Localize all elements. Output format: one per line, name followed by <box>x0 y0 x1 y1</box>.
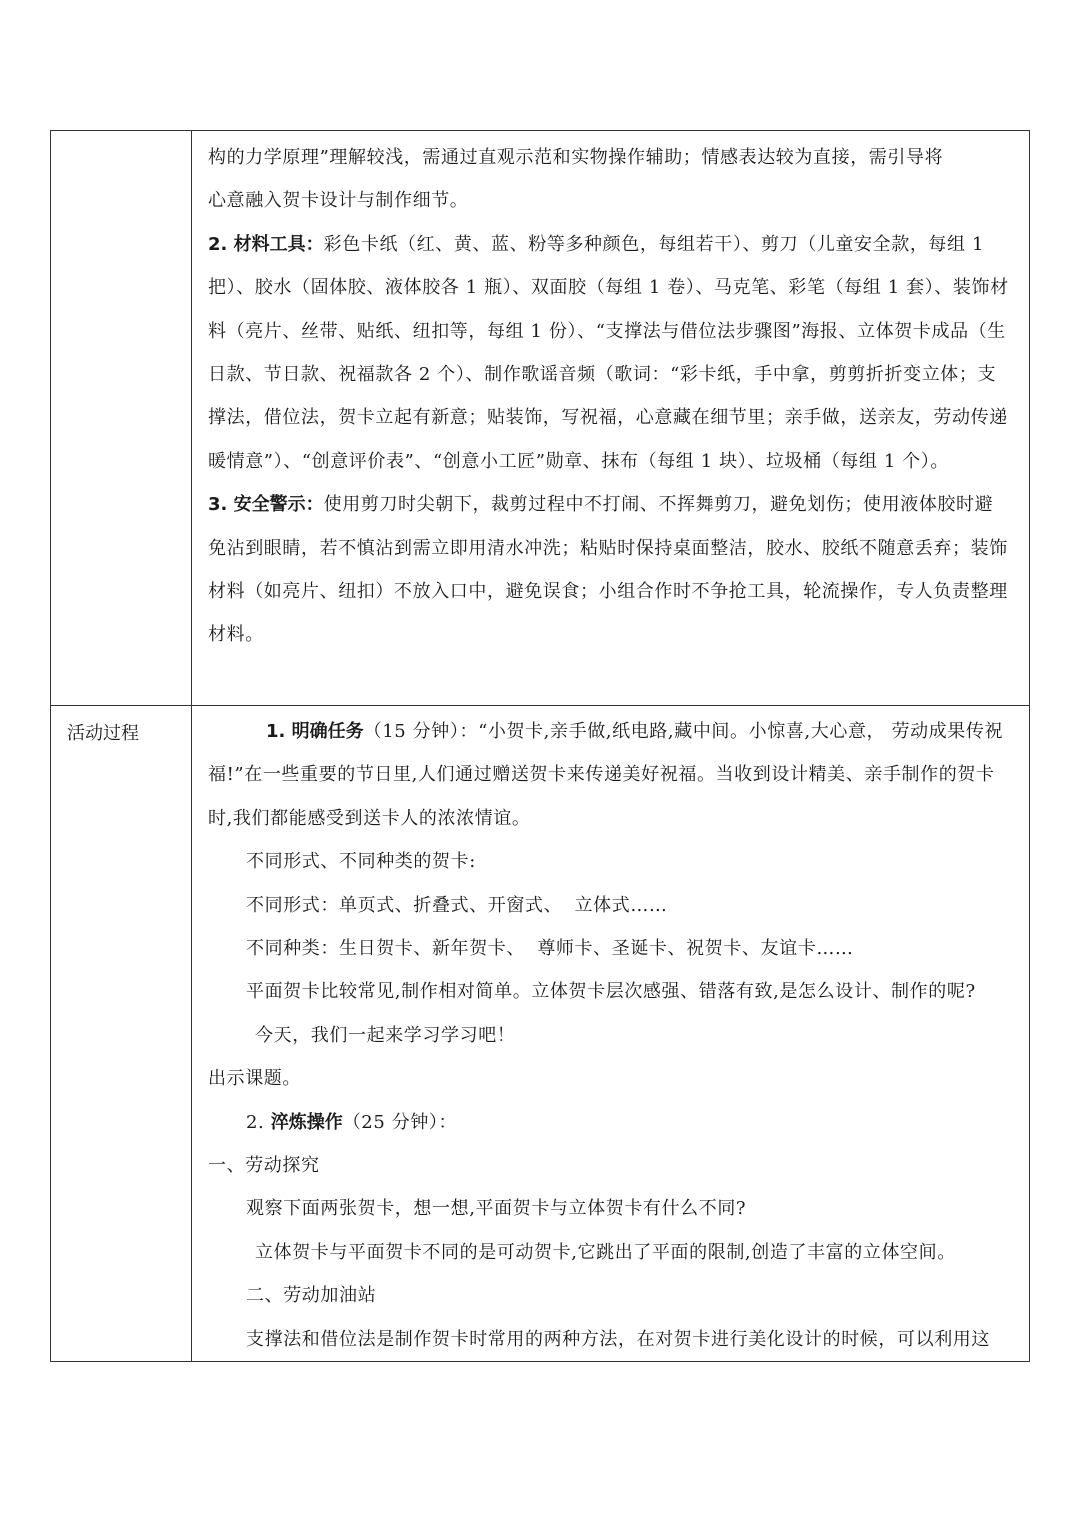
row-label: 活动过程 <box>67 723 139 744</box>
lesson-plan-table <box>50 130 1030 1362</box>
materials-text: 彩色卡纸（红、黄、蓝、粉等多种颜色，每组若干）、剪刀（儿童安全款，每组 1 把）、胶水（固体胶、液体胶各 1 瓶）、双面胶（每组 1 卷）、马克笔、彩笔（每组 1 套）、装饰材料（亮片、丝带、贴纸、纽扣等，每组 1 份）、“支撑法与借位法步骤图”海报、立体贺卡成品（生日款、节日款、祝福款各 2 个）、制作歌谣音频（歌词：“彩卡纸，手中拿，剪剪折折变立体；支撑法，借位法，贺卡立起有新意；贴装饰，写祝福，心意藏在细节里；亲手做，送亲友，劳动传递暖情意”）、“创意评价表”、“创意小工匠”勋章、抹布（每组 1 块）、垃圾桶（每组 1 个）。 <box>208 233 1009 472</box>
intro-line-1: 构的力学原理”理解较浅，需通过直观示范和实物操作辅助；情感表达较为直接，需引导将 <box>208 147 944 168</box>
intro-line-2: 心意融入贺卡设计与制作细节。 <box>208 190 469 212</box>
task-paragraph <box>208 710 1011 840</box>
row-content-cell <box>192 706 1030 1362</box>
station-heading: 二、劳动加油站 <box>246 1285 377 1307</box>
answer-line: 立体贺卡与平面贺卡不同的是可动贺卡,它跳出了平面的限制,创造了丰富的立体空间。 <box>255 1241 956 1263</box>
explore-heading: 一、劳动探究 <box>208 1155 320 1177</box>
materials-heading: 2. 材料工具： <box>208 233 324 255</box>
row-content-cell <box>192 131 1030 706</box>
table-row-preparation <box>51 131 1030 706</box>
practice-number: 2. <box>246 1111 265 1133</box>
table-row-activity-process <box>51 706 1030 1362</box>
topic-line: 出示课题。 <box>208 1068 301 1090</box>
practice-heading: 淬炼操作 <box>270 1111 343 1133</box>
forms-line: 不同形式：单页式、折叠式、开窗式、 立体式…… <box>246 894 668 916</box>
kinds-line: 不同种类：生日贺卡、新年贺卡、 尊师卡、圣诞卡、祝贺卡、友谊卡…… <box>246 938 854 960</box>
row-label-cell <box>51 131 192 706</box>
forms-intro: 不同形式、不同种类的贺卡: <box>246 851 476 873</box>
safety-paragraph <box>208 483 1011 657</box>
materials-paragraph <box>208 223 1011 483</box>
row-label-cell <box>51 706 192 1362</box>
task-heading: 1. 明确任务 <box>266 721 364 742</box>
practice-time: （25 分钟）： <box>342 1111 458 1133</box>
safety-text: 使用剪刀时尖朝下，裁剪过程中不打闹、不挥舞剪刀，避免划伤；使用液体胶时避免沾到眼睛，若不慎沾到需立即用清水冲洗；粘贴时保持桌面整洁，胶水、胶纸不随意丢弃；装饰材料（如亮片、纽扣）不放入口中，避免误食；小组合作时不争抢工具，轮流操作，专人负责整理材料。 <box>208 494 1008 646</box>
task-text: （15 分钟）：“小贺卡,亲手做,纸电路,藏中间。小惊喜,大心意， 劳动成果传祝福!”在一些重要的节日里,人们通过赠送贺卡来传递美好祝福。当收到设计精美、亲手制作的贺卡时,我们都能感受到送卡人的浓浓情谊。 <box>208 721 1004 829</box>
compare-line: 平面贺卡比较常见,制作相对简单。立体贺卡层次感强、错落有致,是怎么设计、制作的呢? <box>246 981 976 1003</box>
practice-paragraph <box>208 1101 1011 1144</box>
today-line: 今天，我们一起来学习学习吧！ <box>255 1024 516 1046</box>
observe-line: 观察下面两张贺卡，想一想,平面贺卡与立体贺卡有什么不同? <box>246 1198 747 1220</box>
safety-heading: 3. 安全警示： <box>208 494 324 516</box>
row-label <box>51 131 191 147</box>
methods-line: 支撑法和借位法是制作贺卡时常用的两种方法，在对贺卡进行美化设计的时候，可以利用这 <box>246 1328 990 1350</box>
